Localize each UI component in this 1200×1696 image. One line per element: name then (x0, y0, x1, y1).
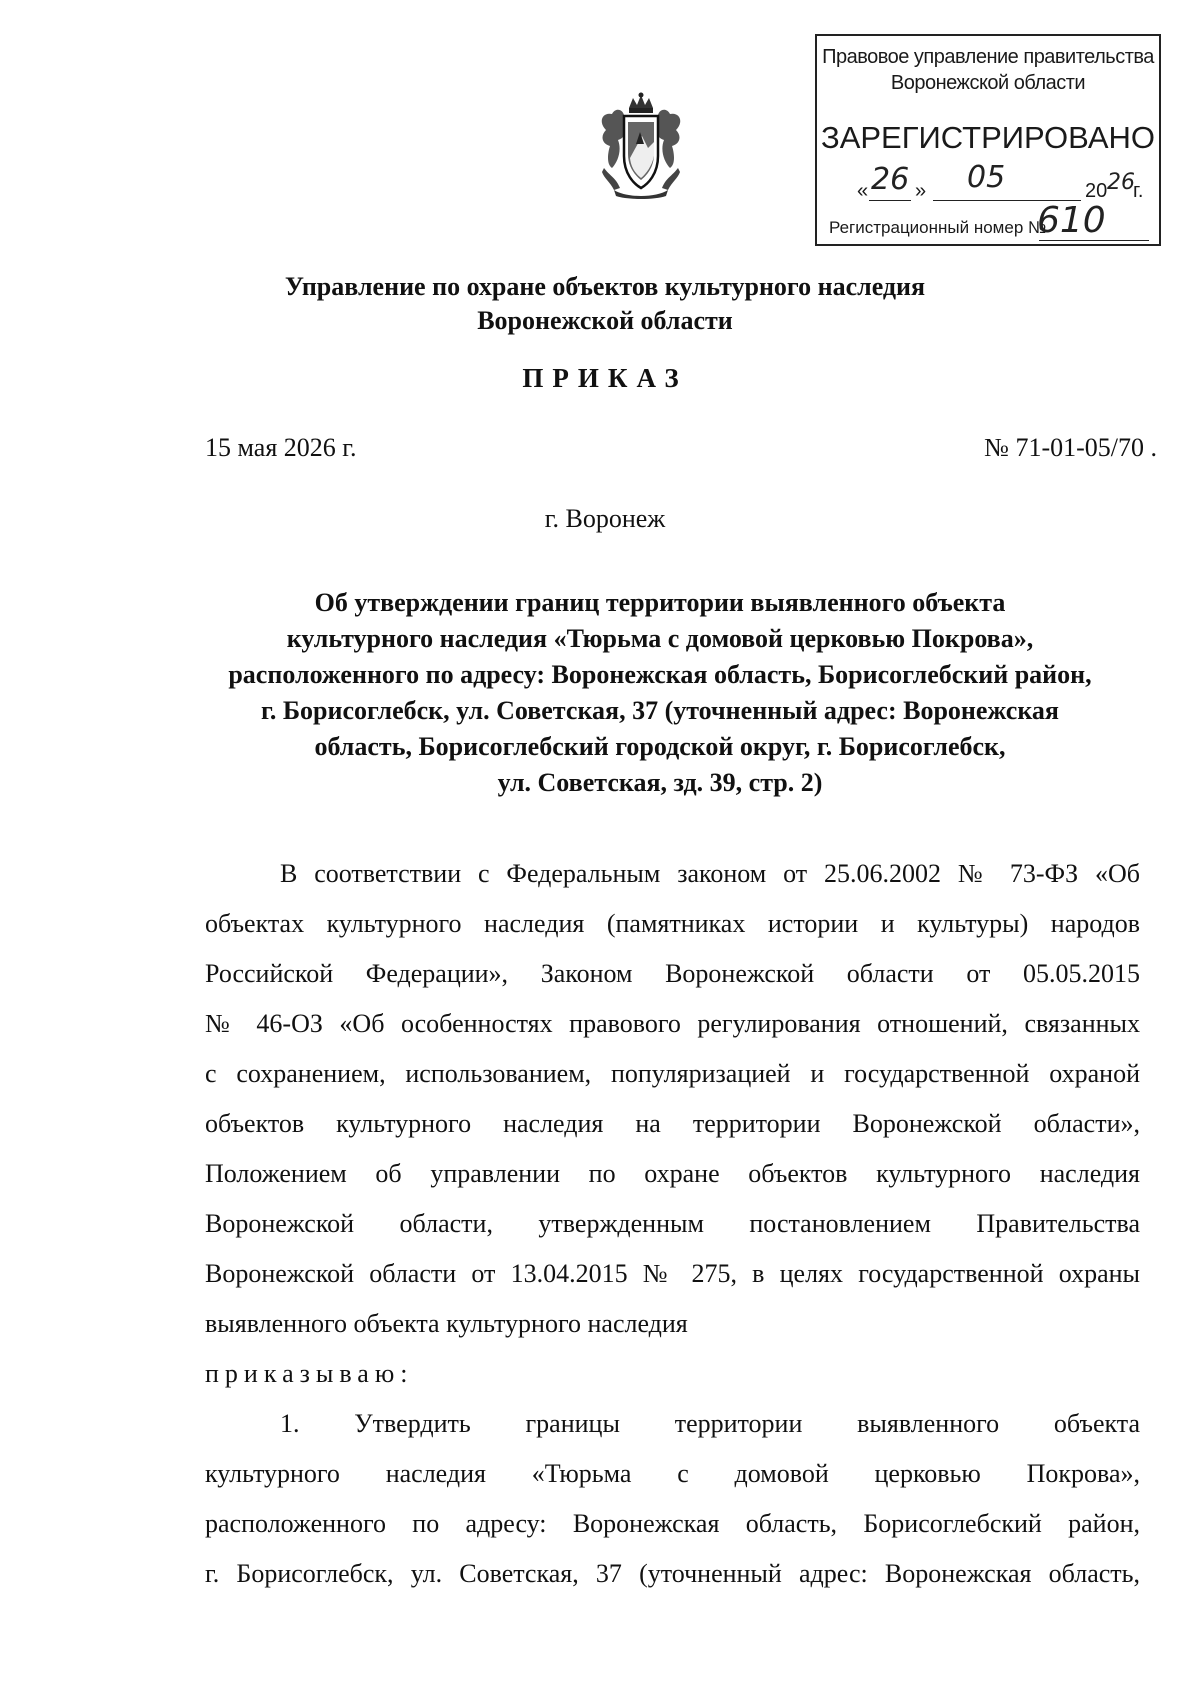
registration-stamp (815, 34, 1161, 246)
stamp-year-suffix: г. (1133, 180, 1144, 202)
document-subject (180, 585, 1140, 801)
stamp-line-1: Правовое управление правительства (822, 46, 1154, 68)
body-line: № 46-ОЗ «Об особенностях правового регулирования отношений, связанных (205, 1009, 1140, 1038)
body-line: Положением об управлении по охране объектов культурного наследия (205, 1159, 1140, 1188)
body-line: 1. Утвердить границы территории выявленного объекта (280, 1409, 1140, 1438)
body-line: Российской Федерации», Законом Воронежской области от 05.05.2015 (205, 959, 1140, 988)
document-number: № 71-01-05/70 . (984, 433, 1157, 462)
subject-line: расположенного по адресу: Воронежская область, Борисоглебский район, (228, 660, 1092, 689)
body-line: В соответствии с Федеральным законом от 25.06.2002 № 73-ФЗ «Об (280, 859, 1140, 888)
organization-line-1: Управление по охране объектов культурного наследия (284, 272, 926, 301)
voronezh-coat-of-arms-icon (596, 92, 686, 200)
stamp-date (857, 160, 1157, 204)
body-line: г. Борисоглебск, ул. Советская, 37 (уточненный адрес: Воронежская область, (205, 1559, 1140, 1588)
stamp-year-prefix: 20 (1085, 180, 1108, 202)
stamp-year: 26 (1107, 170, 1135, 195)
stamp-line-2: Воронежской области (890, 72, 1086, 94)
stamp-registered: ЗАРЕГИСТРИРОВАНО (820, 120, 1155, 155)
subject-line: область, Борисоглебский городской округ, г. Борисоглебск, (314, 732, 1006, 761)
subject-line: ул. Советская, зд. 39, стр. 2) (497, 768, 823, 797)
orders-word: приказываю: (205, 1359, 414, 1388)
body-line: объектов культурного наследия на территории Воронежской области», (205, 1109, 1140, 1138)
stamp-open-quote: « (857, 180, 869, 202)
subject-line: культурного наследия «Тюрьма с домовой церковью Покрова», (286, 624, 1034, 653)
stamp-close-quote: » (915, 180, 927, 202)
body-line: объектах культурного наследия (памятниках истории и культуры) народов (205, 909, 1140, 938)
document-date: 15 мая 2026 г. (205, 433, 357, 462)
subject-line: г. Борисоглебск, ул. Советская, 37 (уточненный адрес: Воронежская (260, 696, 1059, 725)
organization-line-2: Воронежской области (477, 306, 733, 335)
subject-line: Об утверждении границ территории выявленного объекта (314, 588, 1006, 617)
body-line: Воронежской области от 13.04.2015 № 275, в целях государственной охраны (205, 1259, 1140, 1288)
organization-title (180, 270, 1030, 338)
body-line: выявленного объекта культурного наследия (205, 1309, 688, 1338)
stamp-regno-value: 610 (1037, 200, 1106, 241)
document-type: ПРИКАЗ (522, 363, 688, 393)
body-line: расположенного по адресу: Воронежская область, Борисоглебский район, (205, 1509, 1140, 1538)
stamp-day: 26 (871, 162, 910, 197)
body-line: Воронежской области, утвержденным постановлением Правительства (205, 1209, 1140, 1238)
stamp-month: 05 (967, 160, 1006, 195)
stamp-regno-label: Регистрационный номер № (829, 218, 1047, 237)
document-body (205, 849, 1140, 1599)
document-city: г. Воронеж (544, 504, 666, 533)
body-line: культурного наследия «Тюрьма с домовой церковью Покрова», (205, 1459, 1140, 1488)
body-line: с сохранением, использованием, популяризацией и государственной охраной (205, 1059, 1140, 1088)
